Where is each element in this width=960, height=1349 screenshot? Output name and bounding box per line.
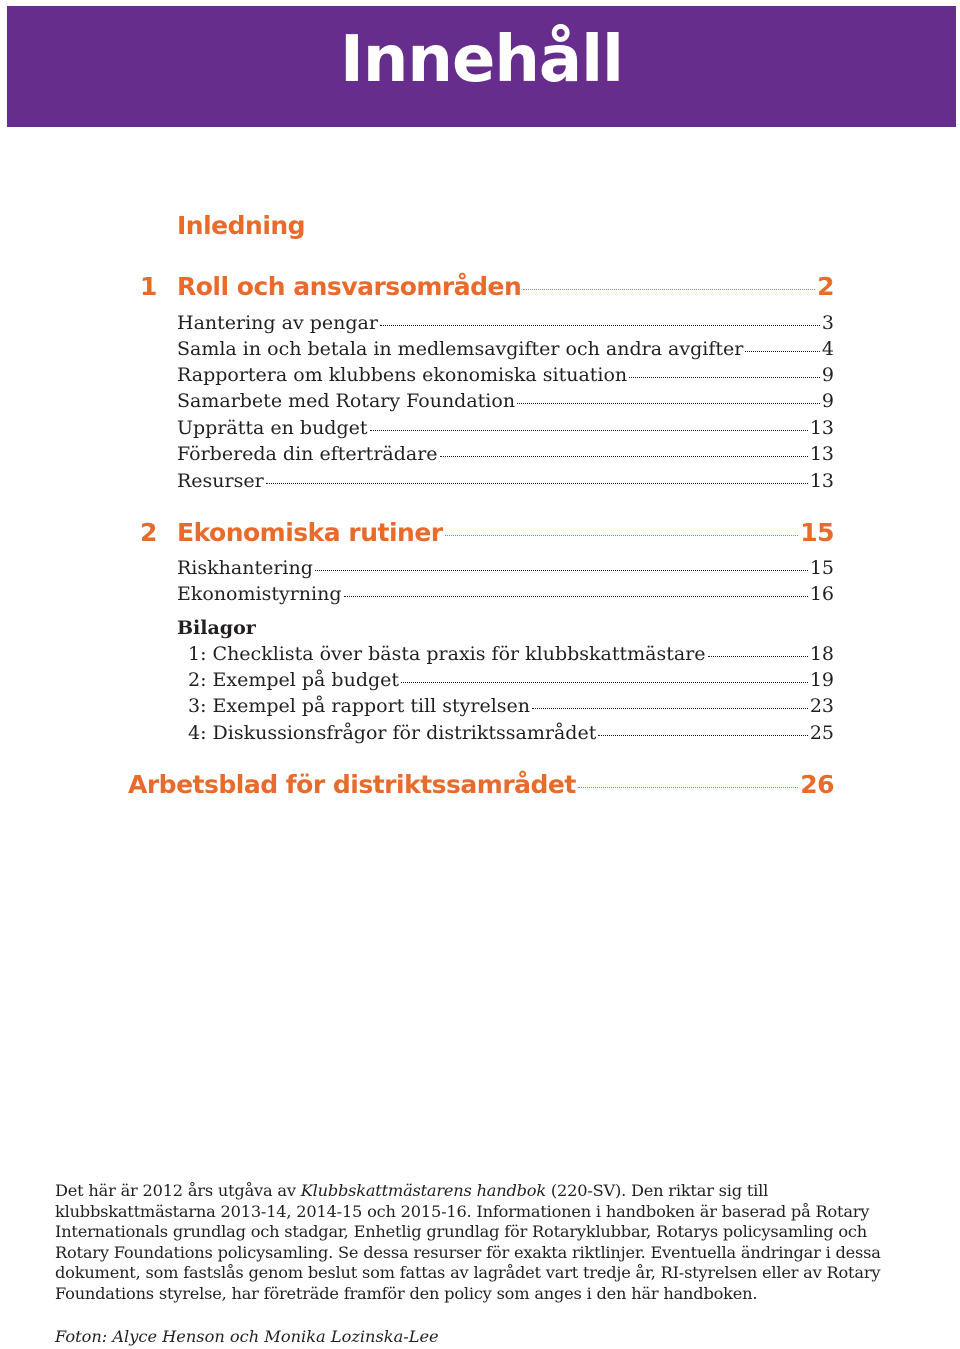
dot-leader (629, 377, 820, 378)
toc-entry-title: Resurser (177, 470, 264, 492)
toc-entry-page: 25 (809, 722, 834, 744)
toc-chapter-title: Roll och ansvarsområden (177, 272, 522, 301)
page-title: Innehåll (340, 23, 623, 97)
chapter-number-2: 2 (140, 518, 158, 547)
dot-leader (517, 403, 820, 404)
toc-entry-page: 4 (821, 338, 834, 360)
toc-entry-title: Upprätta en budget (177, 417, 368, 439)
toc-entry-page: 13 (809, 470, 834, 492)
toc-entry-page: 13 (809, 417, 834, 439)
toc-chapter-1[interactable] (177, 269, 834, 305)
toc-entry-title: Samarbete med Rotary Foundation (177, 390, 516, 412)
toc-entry-title: Hantering av pengar (177, 312, 378, 334)
toc-entry-page: 13 (809, 443, 834, 465)
toc-chapter-page: 15 (800, 518, 834, 547)
toc-appendix[interactable] (188, 667, 834, 693)
book-title: Klubbskattmästarens handbok (300, 1181, 546, 1200)
dot-leader (344, 596, 808, 597)
toc-appendix[interactable] (188, 693, 834, 719)
dot-leader (532, 708, 808, 709)
toc-chapter-page: 26 (800, 770, 834, 799)
toc-chapter-title: Ekonomiska rutiner (177, 518, 443, 547)
toc-entry-page: 23 (809, 695, 834, 717)
toc-entry[interactable] (177, 555, 834, 581)
toc-entry-page: 3 (821, 312, 834, 334)
toc-entry[interactable] (177, 362, 834, 388)
dot-leader (708, 656, 808, 657)
edition-note (55, 1181, 910, 1304)
toc-entry-title: 2: Exempel på budget (188, 669, 400, 691)
toc-entry[interactable] (177, 310, 834, 336)
toc-entry-title: 1: Checklista över bästa praxis för klubbskattmästare (188, 643, 706, 665)
title-banner (7, 6, 956, 127)
toc-entry[interactable] (177, 388, 834, 414)
chapter-number-1: 1 (140, 272, 158, 301)
toc-entry-title: Ekonomistyrning (177, 583, 342, 605)
toc-intro-heading[interactable]: Inledning (177, 211, 306, 240)
dot-leader (380, 325, 820, 326)
dot-leader (578, 787, 798, 788)
toc-entry[interactable] (177, 441, 834, 467)
toc-entry-page: 19 (809, 669, 834, 691)
toc-chapter-title: Arbetsblad för distriktssamrådet (128, 770, 576, 799)
edition-note-rest: (220-SV). Den riktar sig till klubbskattmästarna 2013-14, 2014-15 och 2015-16. Informationen i handboken är baserad på Rotary Internationals grundlag och stadgar, Enhetlig grundlag för Rotaryklubbar, Rotarys policysamling och Rotary Foundations policysamling. Se dessa resurser för exakta riktlinjer. Eventuella ändringar i dessa dokument, som fastslås genom beslut som fattas av lagrådet vart tredje år, RI-styrelsen eller av Rotary Foundations styrelse, har företräde framför den policy som anges i den här handboken. (55, 1181, 881, 1303)
dot-leader (445, 535, 799, 536)
toc-worksheet[interactable] (128, 767, 834, 803)
toc-appendix[interactable] (188, 720, 834, 746)
dot-leader (401, 682, 808, 683)
toc-entry[interactable] (177, 468, 834, 494)
edition-note-start: Det här är 2012 års utgåva av (55, 1181, 301, 1200)
toc-entry-title: Rapportera om klubbens ekonomiska situation (177, 364, 628, 386)
toc-entry-title: 4: Diskussionsfrågor för distriktssamrådet (188, 722, 597, 744)
toc-chapter-2[interactable] (177, 515, 834, 551)
toc-appendix[interactable] (188, 641, 834, 667)
toc-entry-title: 3: Exempel på rapport till styrelsen (188, 695, 531, 717)
toc-entry[interactable] (177, 415, 834, 441)
toc-entry-page: 9 (821, 364, 834, 386)
toc-entry-title: Riskhantering (177, 557, 313, 579)
dot-leader (315, 570, 808, 571)
dot-leader (523, 289, 815, 290)
toc-entry-page: 18 (809, 643, 834, 665)
dot-leader (598, 735, 807, 736)
toc-entry-page: 16 (809, 583, 834, 605)
dot-leader (370, 430, 808, 431)
toc-entry[interactable] (177, 336, 834, 362)
dot-leader (266, 483, 808, 484)
toc-entry-title: Samla in och betala in medlemsavgifter och andra avgifter (177, 338, 744, 360)
appendices-heading: Bilagor (177, 617, 256, 639)
toc-entry[interactable] (177, 581, 834, 607)
dot-leader (440, 456, 808, 457)
toc-entry-page: 9 (821, 390, 834, 412)
toc-chapter-page: 2 (817, 272, 834, 301)
toc-entry-page: 15 (809, 557, 834, 579)
dot-leader (745, 351, 820, 352)
photo-credit: Foton: Alyce Henson och Monika Lozinska-Lee (55, 1327, 439, 1346)
toc-entry-title: Förbereda din efterträdare (177, 443, 438, 465)
